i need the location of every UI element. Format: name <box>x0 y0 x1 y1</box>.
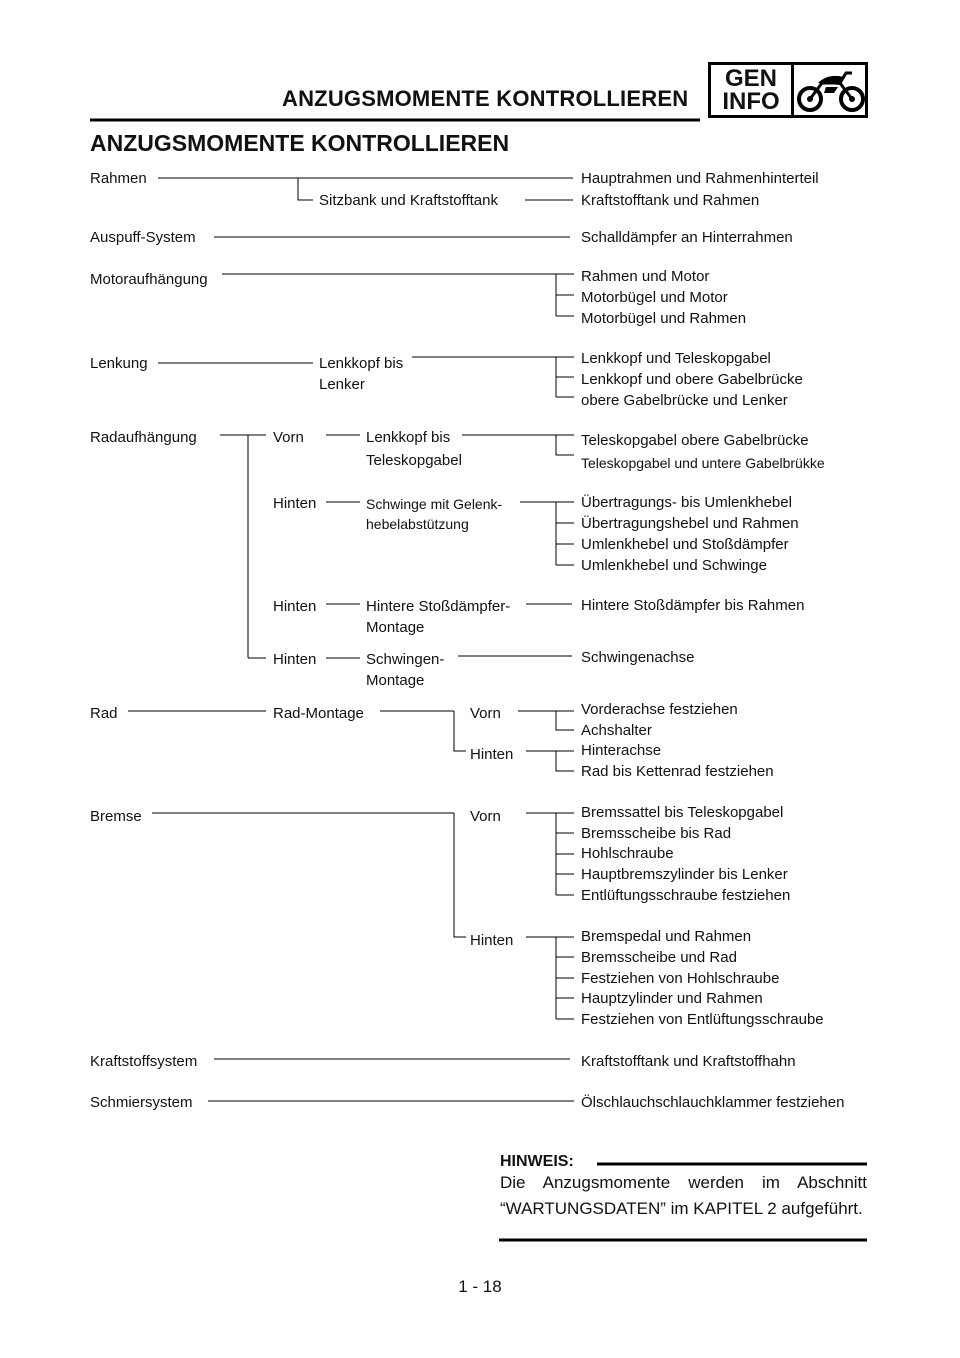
leaf-item: Hauptzylinder und Rahmen <box>581 990 763 1007</box>
leaf-item: Motorbügel und Motor <box>581 289 728 306</box>
badge-top-text: GEN <box>724 65 777 92</box>
category-rahmen: Rahmen <box>90 170 147 187</box>
branch-hinten-2: Hinten <box>273 598 317 615</box>
leaf-item: Rahmen und Motor <box>581 268 710 285</box>
leaf-item: obere Gabelbrücke und Lenker <box>581 392 788 409</box>
sub-lenkkopf-bis-2: Lenkkopf bis <box>366 429 451 446</box>
leaf-item: Teleskopgabel und untere Gabelbrükke <box>581 455 825 471</box>
category-motoraufhaengung: Motoraufhängung <box>90 271 208 288</box>
leaf-item: Motorbügel und Rahmen <box>581 310 747 327</box>
sub-schwingen-2: Montage <box>366 672 425 689</box>
leaf-item: Lenkkopf und Teleskopgabel <box>581 350 771 367</box>
leaf-item: Hinterachse <box>581 742 662 759</box>
leaf-item: Ölschlauchschlauchklammer festziehen <box>581 1094 845 1111</box>
leaf-item: Festziehen von Hohlschraube <box>581 970 780 987</box>
leaf-item: Hauptbremszylinder bis Lenker <box>581 866 788 883</box>
sub-lenker: Lenker <box>319 376 365 393</box>
leaf-item: Schalldämpfer an Hinterrahmen <box>581 229 793 246</box>
category-auspuff: Auspuff-System <box>90 229 196 246</box>
sub-stossdaempfer-2: Montage <box>366 619 425 636</box>
leaf-item: Bremssattel bis Teleskopgabel <box>581 804 784 821</box>
sub-rad-montage: Rad-Montage <box>273 705 364 722</box>
leaf-item: Vorderachse festziehen <box>581 701 738 718</box>
leaf-item: Bremsscheibe und Rad <box>581 949 737 966</box>
branch-hinten-1: Hinten <box>273 495 317 512</box>
branch-bremse-hinten: Hinten <box>470 932 514 949</box>
badge-bottom-text: INFO <box>722 88 780 115</box>
leaf-item: Bremspedal und Rahmen <box>581 928 752 945</box>
category-kraftstoffsystem: Kraftstoffsystem <box>90 1053 198 1070</box>
leaf-item: Festziehen von Entlüftungsschraube <box>581 1011 824 1028</box>
branch-rad-hinten: Hinten <box>470 746 514 763</box>
leaf-item: Bremsscheibe bis Rad <box>581 825 732 842</box>
category-rad: Rad <box>90 705 118 722</box>
note-heading: HINWEIS: <box>500 1153 574 1170</box>
sub-schwinge-1: Schwinge mit Gelenk- <box>366 496 503 512</box>
category-lenkung: Lenkung <box>90 355 148 372</box>
sub-teleskopgabel: Teleskopgabel <box>366 452 462 469</box>
leaf-item: Teleskopgabel obere Gabelbrücke <box>581 432 809 449</box>
leaf-item: Umlenkhebel und Stoßdämpfer <box>581 536 789 553</box>
branch-rad-vorn: Vorn <box>470 705 501 722</box>
leaf-item: Umlenkhebel und Schwinge <box>581 557 767 574</box>
note-text: Die Anzugsmomente werden im Abschnitt “WARTUNGSDATEN” im KAPITEL 2 aufgeführt. <box>500 1173 867 1218</box>
page-title: ANZUGSMOMENTE KONTROLLIEREN <box>90 130 510 156</box>
leaf-item: Schwingenachse <box>581 649 695 666</box>
leaf-item: Hohlschraube <box>581 845 674 862</box>
branch-vorn: Vorn <box>273 429 304 446</box>
sub-sitzbank: Sitzbank und Kraftstofftank <box>319 192 498 209</box>
leaf-item: Lenkkopf und obere Gabelbrücke <box>581 371 803 388</box>
leaf-item: Kraftstofftank und Kraftstoffhahn <box>581 1053 796 1070</box>
branch-hinten-3: Hinten <box>273 651 317 668</box>
branch-bremse-vorn: Vorn <box>470 808 501 825</box>
leaf-item: Hintere Stoßdämpfer bis Rahmen <box>581 597 805 614</box>
page-number: 1 - 18 <box>458 1277 502 1296</box>
leaf-item: Übertragungs- bis Umlenkhebel <box>581 494 792 511</box>
leaf-item: Übertragungshebel und Rahmen <box>581 515 799 532</box>
sub-stossdaempfer-1: Hintere Stoßdämpfer- <box>366 598 511 615</box>
leaf-item: Kraftstofftank und Rahmen <box>581 192 760 209</box>
category-bremse: Bremse <box>90 808 142 825</box>
sub-lenkkopf-bis: Lenkkopf bis <box>319 355 404 372</box>
sub-schwinge-2: hebelabstützung <box>366 516 469 532</box>
leaf-item: Achshalter <box>581 722 652 739</box>
category-schmiersystem: Schmiersystem <box>90 1094 193 1111</box>
running-header-title: ANZUGSMOMENTE KONTROLLIEREN <box>282 86 689 111</box>
leaf-item: Rad bis Kettenrad festziehen <box>581 763 774 780</box>
leaf-item: Hauptrahmen und Rahmenhinterteil <box>581 170 819 187</box>
category-radaufhaengung: Radaufhängung <box>90 429 197 446</box>
leaf-item: Entlüftungsschraube festziehen <box>581 887 791 904</box>
sub-schwingen-1: Schwingen- <box>366 651 445 668</box>
